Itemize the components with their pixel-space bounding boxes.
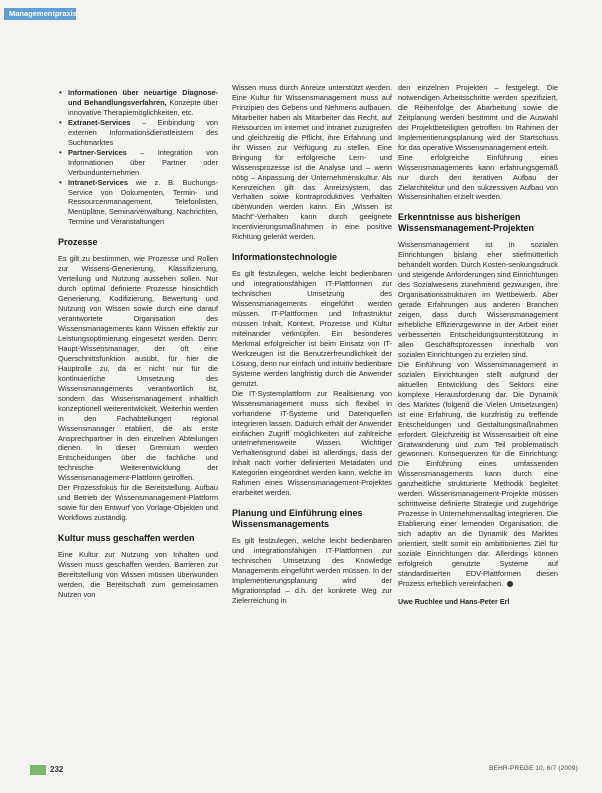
column-1: [58, 88, 218, 600]
paragraph: Wissen muss durch Anreize unterstützt werden. Eine Kultur für Wissensmanagement muss auf Prinzipien des Gebens und Nehmens aufbauen. Mitarbeiter haben als Mitarbeiter das Recht, auf Ressourcen im internet und intranet zuzugreifen und gleichzeitig die Pflicht, ihre Erfahrung und ihr Wissen zur Verfügung zu stellen. Eine Bringung für erfolgreiche Lern- und Wissensprozesse ist die Analyse und – wenn nötig – Anpassung der Unternehmenskultur. Als Kennzeichen gilt das Anreizsystem, das Verhalten sowie kontraproduktives Verhalten überwunden werden kann. Ein „Wissen ist Macht“-Verhalten kann durch geeignete Incentivierungsmaßnahmen in eine positive Richtung gelenkt werden.: [232, 83, 392, 242]
list-item-bold: Partner-Services: [68, 147, 127, 157]
page-number: [30, 765, 63, 775]
paragraph-text: Die Einführung von Wissensmanagement in sozialen Einrichtungen stellt aufgrund der aktuellen Entwicklung des Sektors eine komplexe Herausforderung dar. Die Dynamik des Marktes (folgend die Vielen Umsetzungen) ist eine Erfahrung, die kurzfristig zu treffende Entscheidungen und Gestaltungsmaßnahmen erfordert. Gleichzeitig ist Wissensarbeit oft eine Gratwanderung und zum Teil problematisch gewonnen. Konsequenzen für die Einrichtung: Die Einführung eines umfassenden Wissensmanagements kann durch eine ganzheitliche strukturierte Methodik begleitet werden. Wissensmanagement-Projekte müssen schrittweise definierte Strategie und zugehörige Prozesse in Unternehmensalltag integrieren. Die Etablierung einer lernenden Organisation, die sich adaptiv an die Dynamik des Marktes orientiert, stellt somit ein ambitioniertes Ziel für soziale Einrichtungen dar. Allerdings können erfolgreich genutzte Systeme auf standardisierten EDV-Plattformen diesen Prozess erheblich vereinfachen.: [398, 359, 558, 588]
list-item-bold: Intranet-Services: [68, 177, 128, 187]
heading-planung: Planung und Einführung eines Wissensmanagements: [232, 508, 363, 530]
end-mark-icon: [507, 581, 513, 587]
heading-kultur: Kultur muss geschaffen werden: [58, 533, 195, 544]
section-tag: Managementpraxis: [4, 8, 76, 20]
list-item-text: – Einbindung von externen Informationsdienstleistern des Suchtmarktes: [68, 117, 218, 147]
list-item: [68, 118, 218, 148]
paragraph: Es gilt zu bestimmen, wie Prozesse und Rollen zur Wissens-Generierung, Klassifizierung, Verteilung und Nutzung aussehen sollen. Nur durch optimal definierte Prozesse hinsichtlich Generierung, Kodifizierung, Bewertung und Nutzung von Wissen sowie durch eine darauf verantwortete Organisation des Wissensmanagements kann Wissen effektiv zur Leistungsoptimierung eingesetzt werden. Denn: Haupt-Wissensmanager, der oft eine Querschnittsfunktion ausübt, für hier die Hauptrolle zu, da er nicht nur für die kontinuierliche Umsetzung des Wissensmanagements verantwortlich ist, sondern das Wissensmanagement inhaltlich konzeptionell weiterentwickelt. Weiterhin werden in den Fachabteilungen regional Wissensmanager etabliert, die als erste Ansprechpartner in den einzelnen Abteilungen dienen. In dieser Gremium werden Entscheidungen über die fachliche und technische Weiterentwicklung der Wissensmanagement-Plattform getroffen.: [58, 254, 218, 483]
list-item-bold: Extranet-Services: [68, 117, 131, 127]
paragraph: Die IT-Systemplattform zur Realisierung von Wissensmanagement muss sich flexibel in vorhandene IT-Systeme und Datenquellen integrieren lassen. Dadurch erhält der Anwender einfachen Zugriff möglichkeiten auf zahlreiche unternehmensweite Wissen. Wichtiger Verhaltensgrund dabei ist allerdings, dass der Inhalt nach vorher definierten Metadaten und Kategorien eingeordnet werden kann, welche im Rahmen eines Wissensmanagement-Projektes erarbeitet werden.: [232, 388, 392, 498]
list-item: [68, 178, 218, 228]
journal-citation: BEHR-PREGE 10, 6/7 (2009): [489, 765, 578, 772]
heading-erkenntnisse: Erkenntnisse aus bisherigen Wissensmanagement-Projekten: [398, 212, 534, 234]
column-3: [398, 83, 558, 607]
page-number-text: 232: [50, 765, 64, 775]
column-2: [232, 83, 392, 606]
list-item-bold: Informationen über neuartige Diagnose- und Behandlungsverfahren,: [68, 88, 218, 107]
paragraph: Wissensmanagement ist in sozialen Einrichtungen bislang eher stiefmütterlich behandelt worden. Durch Kosten-senkungsdruck und steigende Anforderungen sind Einrichtungen des Sozialwesens zunehmend gezwungen, ihre Organisationsstrukturen im Wettbewerb. Aber gerade Erfahrungen aus anderen Branchen zeigen, dass durch Wissensmanagement erhebliche Effizienzgewinne in der Arbeit einer verbesserten Entscheidungsunterstützung in allen Geschäftsprozessen innerhalb von sozialen Einrichtungen zu erzielen sind.: [398, 240, 558, 359]
list-item: [68, 148, 218, 178]
list-item: [68, 88, 218, 118]
author-line: Uwe Ruchlee und Hans-Peter Erl: [398, 596, 510, 606]
paragraph: Eine Kultur zur Nutzung von Inhalten und Wissen muss geschaffen werden. Barrieren zur Bereitstellung von Wissen müssen überwunden werden, die Bereitschaft zum gemeinsamen Nutzen von: [58, 550, 218, 599]
list-item-text: – Integration von Informationen über Partner oder Verbundunternehmen: [68, 147, 218, 177]
heading-prozesse: Prozesse: [58, 237, 98, 248]
list-item-text: Konzepte über innovative Therapiemöglichkeiten, etc.: [68, 97, 218, 117]
heading-informationstechnologie: Informationstechnologie: [232, 252, 338, 263]
paragraph: den einzelnen Projekten – festgelegt. Die notwendigen Arbeitsschritte werden spezifiziert, die Reihenfolge der Abarbeitung sowie die Zeitplanung werden bestimmt und die Auswahl der Projektbeteiligten getroffen. Im Rahmen der Implementierungsplanung wird der Startschuss für das operative Wissensmanagement erteilt.: [398, 83, 558, 152]
journal-logo-icon: [30, 765, 46, 775]
paragraph: [398, 360, 558, 589]
paragraph: Der Prozessfokus für die Bereitstellung, Aufbau und Betrieb der Wissensmanagement-Plattform sowie für den Entwurf von Vorlage-Objekten und Workflows zuständig.: [58, 483, 218, 523]
list-item-text: wie z. B. Buchungs-Service von Dokumenten, Termin- und Ressourcenmanagement, Telefonlisten, Menüpläne, Seminarverwaltung, Nachrichten, Termine und Veranstaltungen: [68, 177, 218, 227]
services-list: [58, 88, 218, 227]
paragraph: Es gilt festzulegen, welche leicht bedienbaren und integrationsfähigen IT-Plattformen zur technischen Umsetzung des Wissensmanagements eingeführt werden müssen. IT-Plattformen und Infrastruktur müssen Inhalt, Kontext, Prozesse und Kultur miteinander verknüpfen. Ein besonderes Merkmal erfolgreicher ist beim Einsatz von IT-Werkzeugen ist die Benutzerfreundlichkeit der Lösung, denn nur einfach und intuitiv bedienbare Systeme werden langfristig durch die Anwender genutzt.: [232, 269, 392, 388]
paragraph: Es gilt festzulegen, welche leicht bedienbaren und integrationsfähigen IT-Plattformen zur technischen Umsetzung des Knowledge Managements eingeführt werden müssen. In der Implementierungsplanung wird der Migrationspfad – d.h. der konkrete Weg zur Zielerreichung in: [232, 536, 392, 605]
paragraph: Eine erfolgreiche Einführung eines Wissensmanagements kann erfahrungsgemäß nur durch den iterativen Aufbau der Zielarchitektur und den sukzessiven Aufbau von Wissensinhalten erzielt werden.: [398, 152, 558, 202]
